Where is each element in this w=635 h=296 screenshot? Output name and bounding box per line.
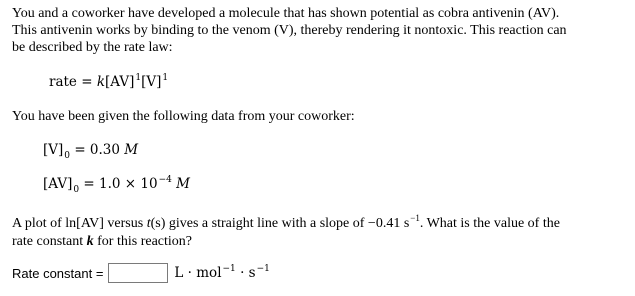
intro-paragraph [12, 5, 567, 56]
question-line-2-prefix: rate constant [12, 234, 87, 249]
v0-species: [V] [43, 142, 64, 158]
rate-law-v-exponent: 1 [162, 73, 169, 83]
rate-law-av: [AV] [105, 74, 135, 90]
given-data-intro: You have been given the following data from your coworker: [12, 109, 355, 124]
rate-constant-input[interactable] [108, 263, 168, 283]
intro-line-3: be described by the rate law: [12, 40, 173, 55]
av0-unit: M [176, 176, 190, 192]
av0-subscript: 0 [73, 185, 80, 195]
v0-subscript: 0 [64, 151, 71, 161]
venom-initial-concentration [43, 142, 139, 161]
rate-law-equals: = [81, 74, 93, 90]
question-slope-exponent: −1 [410, 213, 420, 223]
rate-law-v: [V] [141, 74, 162, 90]
rate-law-equation [49, 74, 168, 90]
v0-value: = 0.30 [74, 142, 120, 158]
answer-label: Rate constant = [12, 265, 104, 281]
av0-value: = 1.0 × 10 [83, 176, 158, 192]
question-line-1-suffix: . What is the value of the [419, 216, 560, 231]
av0-exponent: −4 [158, 175, 172, 185]
answer-row [12, 261, 270, 285]
question-time-variable: t [146, 216, 151, 231]
question-paragraph [12, 215, 627, 250]
unit-base: L · mol [174, 265, 222, 281]
rate-law-k: k [96, 74, 106, 90]
answer-units [174, 265, 269, 281]
intro-line-2: This antivenin works by binding to the venom (V), thereby rendering it nontoxic. This reaction can [12, 23, 567, 38]
question-line-2-suffix: for this reaction? [93, 234, 192, 249]
intro-line-1: You and a coworker have developed a molecule that has shown potential as cobra antivenin (AV). [12, 6, 560, 21]
question-rate-constant-symbol: k [86, 234, 94, 249]
rate-law-av-exponent: 1 [135, 73, 142, 83]
question-page [12, 0, 627, 296]
question-line-1-middle: (s) gives a straight line with a slope of −0.41 s [150, 216, 410, 231]
av0-species: [AV] [43, 176, 73, 192]
rate-law-lhs: rate [49, 74, 77, 90]
antivenin-initial-concentration [43, 175, 190, 195]
unit-mol-exponent: −1 [222, 264, 236, 274]
question-line-1-prefix: A plot of ln[AV] versus [12, 216, 147, 231]
unit-seconds: · s [235, 265, 256, 281]
unit-seconds-exponent: −1 [256, 264, 270, 274]
v0-unit: M [124, 142, 139, 158]
